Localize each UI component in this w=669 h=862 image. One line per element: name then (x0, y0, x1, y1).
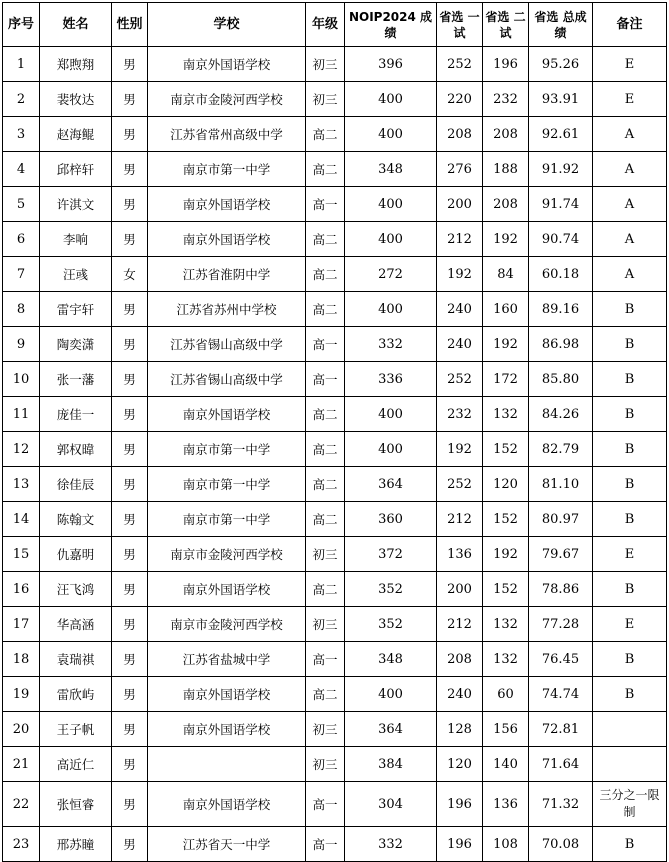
cell-round1: 240 (437, 327, 483, 362)
cell-note: A (593, 187, 667, 222)
cell-note: B (593, 362, 667, 397)
cell-noip: 332 (345, 827, 437, 862)
cell-total: 90.74 (529, 222, 593, 257)
cell-round2: 232 (483, 82, 529, 117)
cell-name: 高近仁 (40, 747, 112, 782)
table-row (3, 82, 667, 117)
header-round2: 省选 二试 (483, 3, 529, 47)
cell-round2: 196 (483, 47, 529, 82)
cell-total: 74.74 (529, 677, 593, 712)
cell-round2: 132 (483, 607, 529, 642)
cell-grade: 初三 (306, 537, 345, 572)
cell-note: 三分之一限制 (593, 782, 667, 827)
cell-name: 庞佳一 (40, 397, 112, 432)
cell-round1: 196 (437, 827, 483, 862)
cell-gender: 男 (112, 467, 148, 502)
cell-no: 2 (3, 82, 40, 117)
cell-round1: 252 (437, 47, 483, 82)
cell-no: 9 (3, 327, 40, 362)
cell-round2: 192 (483, 222, 529, 257)
table-row (3, 827, 667, 862)
cell-note: B (593, 677, 667, 712)
cell-grade: 高二 (306, 677, 345, 712)
cell-name: 陶奕潇 (40, 327, 112, 362)
header-row (3, 3, 667, 47)
cell-name: 汪彧 (40, 257, 112, 292)
cell-round1: 212 (437, 222, 483, 257)
cell-round1: 208 (437, 642, 483, 677)
cell-round1: 200 (437, 187, 483, 222)
header-grade: 年级 (306, 3, 345, 47)
cell-note: B (593, 827, 667, 862)
cell-note: B (593, 642, 667, 677)
cell-grade: 高一 (306, 362, 345, 397)
cell-round2: 188 (483, 152, 529, 187)
cell-noip: 352 (345, 607, 437, 642)
cell-grade: 初三 (306, 82, 345, 117)
cell-noip: 372 (345, 537, 437, 572)
cell-round2: 120 (483, 467, 529, 502)
cell-note: B (593, 292, 667, 327)
cell-gender: 男 (112, 747, 148, 782)
cell-round1: 240 (437, 292, 483, 327)
cell-gender: 男 (112, 117, 148, 152)
cell-total: 78.86 (529, 572, 593, 607)
cell-school: 南京外国语学校 (148, 222, 306, 257)
cell-total: 71.64 (529, 747, 593, 782)
cell-no: 8 (3, 292, 40, 327)
cell-round1: 192 (437, 257, 483, 292)
cell-noip: 400 (345, 187, 437, 222)
cell-gender: 男 (112, 537, 148, 572)
cell-gender: 男 (112, 607, 148, 642)
cell-name: 裴牧达 (40, 82, 112, 117)
cell-total: 77.28 (529, 607, 593, 642)
table-row (3, 397, 667, 432)
cell-total: 84.26 (529, 397, 593, 432)
cell-grade: 高二 (306, 502, 345, 537)
cell-no: 17 (3, 607, 40, 642)
table-row (3, 642, 667, 677)
cell-name: 汪飞鸿 (40, 572, 112, 607)
table-row (3, 782, 667, 827)
cell-noip: 332 (345, 327, 437, 362)
cell-round2: 132 (483, 642, 529, 677)
cell-round2: 208 (483, 187, 529, 222)
cell-no: 18 (3, 642, 40, 677)
cell-round1: 276 (437, 152, 483, 187)
cell-note: B (593, 327, 667, 362)
cell-round1: 220 (437, 82, 483, 117)
table-row (3, 47, 667, 82)
cell-total: 60.18 (529, 257, 593, 292)
table-row (3, 152, 667, 187)
cell-gender: 男 (112, 572, 148, 607)
cell-grade: 高二 (306, 572, 345, 607)
cell-round2: 208 (483, 117, 529, 152)
cell-total: 80.97 (529, 502, 593, 537)
cell-noip: 384 (345, 747, 437, 782)
cell-round2: 152 (483, 572, 529, 607)
cell-no: 6 (3, 222, 40, 257)
cell-note: E (593, 607, 667, 642)
cell-noip: 400 (345, 222, 437, 257)
cell-noip: 400 (345, 82, 437, 117)
cell-noip: 364 (345, 712, 437, 747)
cell-gender: 男 (112, 502, 148, 537)
cell-name: 许淇文 (40, 187, 112, 222)
cell-note (593, 712, 667, 747)
cell-round1: 212 (437, 502, 483, 537)
cell-round1: 252 (437, 362, 483, 397)
header-noip: NOIP2024 成绩 (345, 3, 437, 47)
table-row (3, 187, 667, 222)
cell-no: 10 (3, 362, 40, 397)
cell-name: 雷宇轩 (40, 292, 112, 327)
cell-no: 21 (3, 747, 40, 782)
cell-note: A (593, 152, 667, 187)
cell-grade: 高二 (306, 222, 345, 257)
table-row (3, 327, 667, 362)
cell-noip: 400 (345, 677, 437, 712)
cell-total: 79.67 (529, 537, 593, 572)
cell-gender: 男 (112, 292, 148, 327)
cell-gender: 男 (112, 642, 148, 677)
cell-no: 23 (3, 827, 40, 862)
cell-total: 95.26 (529, 47, 593, 82)
table-row (3, 677, 667, 712)
cell-school: 南京外国语学校 (148, 572, 306, 607)
cell-total: 93.91 (529, 82, 593, 117)
cell-name: 邢苏瞳 (40, 827, 112, 862)
cell-no: 3 (3, 117, 40, 152)
table-row (3, 537, 667, 572)
cell-note: B (593, 572, 667, 607)
cell-note: A (593, 117, 667, 152)
table-row (3, 572, 667, 607)
cell-name: 张一藩 (40, 362, 112, 397)
table-row (3, 747, 667, 782)
table-row (3, 257, 667, 292)
table-row (3, 432, 667, 467)
cell-total: 85.80 (529, 362, 593, 397)
cell-name: 郑煦翔 (40, 47, 112, 82)
cell-name: 王子帆 (40, 712, 112, 747)
cell-no: 22 (3, 782, 40, 827)
cell-round2: 140 (483, 747, 529, 782)
cell-gender: 男 (112, 712, 148, 747)
cell-gender: 男 (112, 152, 148, 187)
header-total: 省选 总成绩 (529, 3, 593, 47)
cell-grade: 初三 (306, 47, 345, 82)
cell-gender: 女 (112, 257, 148, 292)
cell-grade: 高二 (306, 467, 345, 502)
cell-no: 15 (3, 537, 40, 572)
cell-round2: 152 (483, 502, 529, 537)
cell-grade: 高一 (306, 642, 345, 677)
cell-no: 12 (3, 432, 40, 467)
cell-grade: 高二 (306, 292, 345, 327)
cell-total: 91.92 (529, 152, 593, 187)
table-row (3, 467, 667, 502)
cell-school: 江苏省常州高级中学 (148, 117, 306, 152)
cell-round1: 196 (437, 782, 483, 827)
results-table (2, 2, 667, 862)
cell-noip: 360 (345, 502, 437, 537)
cell-noip: 348 (345, 642, 437, 677)
cell-school: 南京外国语学校 (148, 47, 306, 82)
cell-school (148, 747, 306, 782)
cell-school: 江苏省天一中学 (148, 827, 306, 862)
cell-gender: 男 (112, 677, 148, 712)
cell-round2: 156 (483, 712, 529, 747)
cell-grade: 初三 (306, 747, 345, 782)
cell-school: 南京外国语学校 (148, 782, 306, 827)
cell-name: 邱梓轩 (40, 152, 112, 187)
cell-gender: 男 (112, 432, 148, 467)
cell-no: 20 (3, 712, 40, 747)
cell-school: 南京外国语学校 (148, 677, 306, 712)
cell-total: 70.08 (529, 827, 593, 862)
cell-note: B (593, 397, 667, 432)
cell-grade: 高二 (306, 117, 345, 152)
cell-total: 86.98 (529, 327, 593, 362)
cell-name: 徐佳辰 (40, 467, 112, 502)
cell-gender: 男 (112, 782, 148, 827)
cell-school: 南京外国语学校 (148, 712, 306, 747)
table-row (3, 292, 667, 327)
cell-gender: 男 (112, 397, 148, 432)
header-note: 备注 (593, 3, 667, 47)
cell-total: 82.79 (529, 432, 593, 467)
header-no: 序号 (3, 3, 40, 47)
cell-note: E (593, 47, 667, 82)
cell-no: 16 (3, 572, 40, 607)
cell-total: 71.32 (529, 782, 593, 827)
cell-school: 南京市金陵河西学校 (148, 82, 306, 117)
cell-round1: 240 (437, 677, 483, 712)
cell-gender: 男 (112, 187, 148, 222)
cell-round2: 84 (483, 257, 529, 292)
cell-round2: 136 (483, 782, 529, 827)
table-row (3, 222, 667, 257)
cell-round2: 60 (483, 677, 529, 712)
table-row (3, 362, 667, 397)
cell-school: 南京市第一中学 (148, 152, 306, 187)
cell-grade: 高一 (306, 187, 345, 222)
cell-noip: 400 (345, 432, 437, 467)
cell-total: 81.10 (529, 467, 593, 502)
cell-round2: 108 (483, 827, 529, 862)
cell-name: 仇嘉明 (40, 537, 112, 572)
cell-grade: 高二 (306, 152, 345, 187)
cell-school: 江苏省锡山高级中学 (148, 362, 306, 397)
cell-grade: 高一 (306, 782, 345, 827)
cell-note: E (593, 537, 667, 572)
cell-total: 76.45 (529, 642, 593, 677)
cell-name: 雷欣屿 (40, 677, 112, 712)
cell-name: 华高涵 (40, 607, 112, 642)
cell-school: 江苏省淮阴中学 (148, 257, 306, 292)
header-round1: 省选 一试 (437, 3, 483, 47)
cell-total: 91.74 (529, 187, 593, 222)
cell-round2: 160 (483, 292, 529, 327)
cell-no: 1 (3, 47, 40, 82)
cell-no: 4 (3, 152, 40, 187)
cell-round1: 252 (437, 467, 483, 502)
cell-noip: 400 (345, 292, 437, 327)
cell-noip: 348 (345, 152, 437, 187)
cell-round2: 172 (483, 362, 529, 397)
cell-grade: 初三 (306, 712, 345, 747)
cell-school: 南京市金陵河西学校 (148, 607, 306, 642)
cell-school: 南京市第一中学 (148, 432, 306, 467)
cell-no: 5 (3, 187, 40, 222)
cell-grade: 高二 (306, 432, 345, 467)
cell-name: 张恒睿 (40, 782, 112, 827)
cell-name: 郭权暐 (40, 432, 112, 467)
cell-noip: 400 (345, 117, 437, 152)
cell-note: E (593, 82, 667, 117)
cell-round1: 212 (437, 607, 483, 642)
header-gender: 性别 (112, 3, 148, 47)
cell-school: 江苏省盐城中学 (148, 642, 306, 677)
cell-school: 南京外国语学校 (148, 187, 306, 222)
cell-no: 19 (3, 677, 40, 712)
cell-gender: 男 (112, 362, 148, 397)
cell-school: 江苏省锡山高级中学 (148, 327, 306, 362)
cell-round1: 200 (437, 572, 483, 607)
cell-round1: 120 (437, 747, 483, 782)
table-row (3, 607, 667, 642)
cell-noip: 336 (345, 362, 437, 397)
cell-name: 李响 (40, 222, 112, 257)
header-school: 学校 (148, 3, 306, 47)
cell-total: 89.16 (529, 292, 593, 327)
cell-noip: 400 (345, 397, 437, 432)
cell-round1: 232 (437, 397, 483, 432)
cell-grade: 初三 (306, 607, 345, 642)
cell-note (593, 747, 667, 782)
cell-note: B (593, 502, 667, 537)
cell-gender: 男 (112, 827, 148, 862)
cell-noip: 304 (345, 782, 437, 827)
cell-round2: 132 (483, 397, 529, 432)
header-name: 姓名 (40, 3, 112, 47)
cell-school: 南京外国语学校 (148, 397, 306, 432)
cell-school: 南京市第一中学 (148, 467, 306, 502)
cell-gender: 男 (112, 82, 148, 117)
cell-note: B (593, 432, 667, 467)
cell-no: 14 (3, 502, 40, 537)
cell-noip: 364 (345, 467, 437, 502)
cell-grade: 高二 (306, 397, 345, 432)
cell-total: 92.61 (529, 117, 593, 152)
cell-no: 13 (3, 467, 40, 502)
cell-note: B (593, 467, 667, 502)
cell-note: A (593, 222, 667, 257)
cell-grade: 高二 (306, 257, 345, 292)
cell-name: 陈翰文 (40, 502, 112, 537)
cell-round1: 208 (437, 117, 483, 152)
cell-noip: 352 (345, 572, 437, 607)
cell-grade: 高一 (306, 827, 345, 862)
cell-total: 72.81 (529, 712, 593, 747)
cell-no: 7 (3, 257, 40, 292)
cell-gender: 男 (112, 47, 148, 82)
table-row (3, 712, 667, 747)
cell-gender: 男 (112, 327, 148, 362)
cell-gender: 男 (112, 222, 148, 257)
cell-round2: 192 (483, 537, 529, 572)
table-row (3, 502, 667, 537)
cell-noip: 396 (345, 47, 437, 82)
table-row (3, 117, 667, 152)
cell-name: 袁瑞祺 (40, 642, 112, 677)
cell-round1: 136 (437, 537, 483, 572)
cell-noip: 272 (345, 257, 437, 292)
cell-name: 赵海鲲 (40, 117, 112, 152)
cell-round1: 128 (437, 712, 483, 747)
cell-school: 江苏省苏州中学校 (148, 292, 306, 327)
cell-school: 南京市第一中学 (148, 502, 306, 537)
cell-grade: 高一 (306, 327, 345, 362)
cell-round2: 152 (483, 432, 529, 467)
cell-round2: 192 (483, 327, 529, 362)
cell-school: 南京市金陵河西学校 (148, 537, 306, 572)
cell-no: 11 (3, 397, 40, 432)
cell-round1: 192 (437, 432, 483, 467)
cell-note: A (593, 257, 667, 292)
